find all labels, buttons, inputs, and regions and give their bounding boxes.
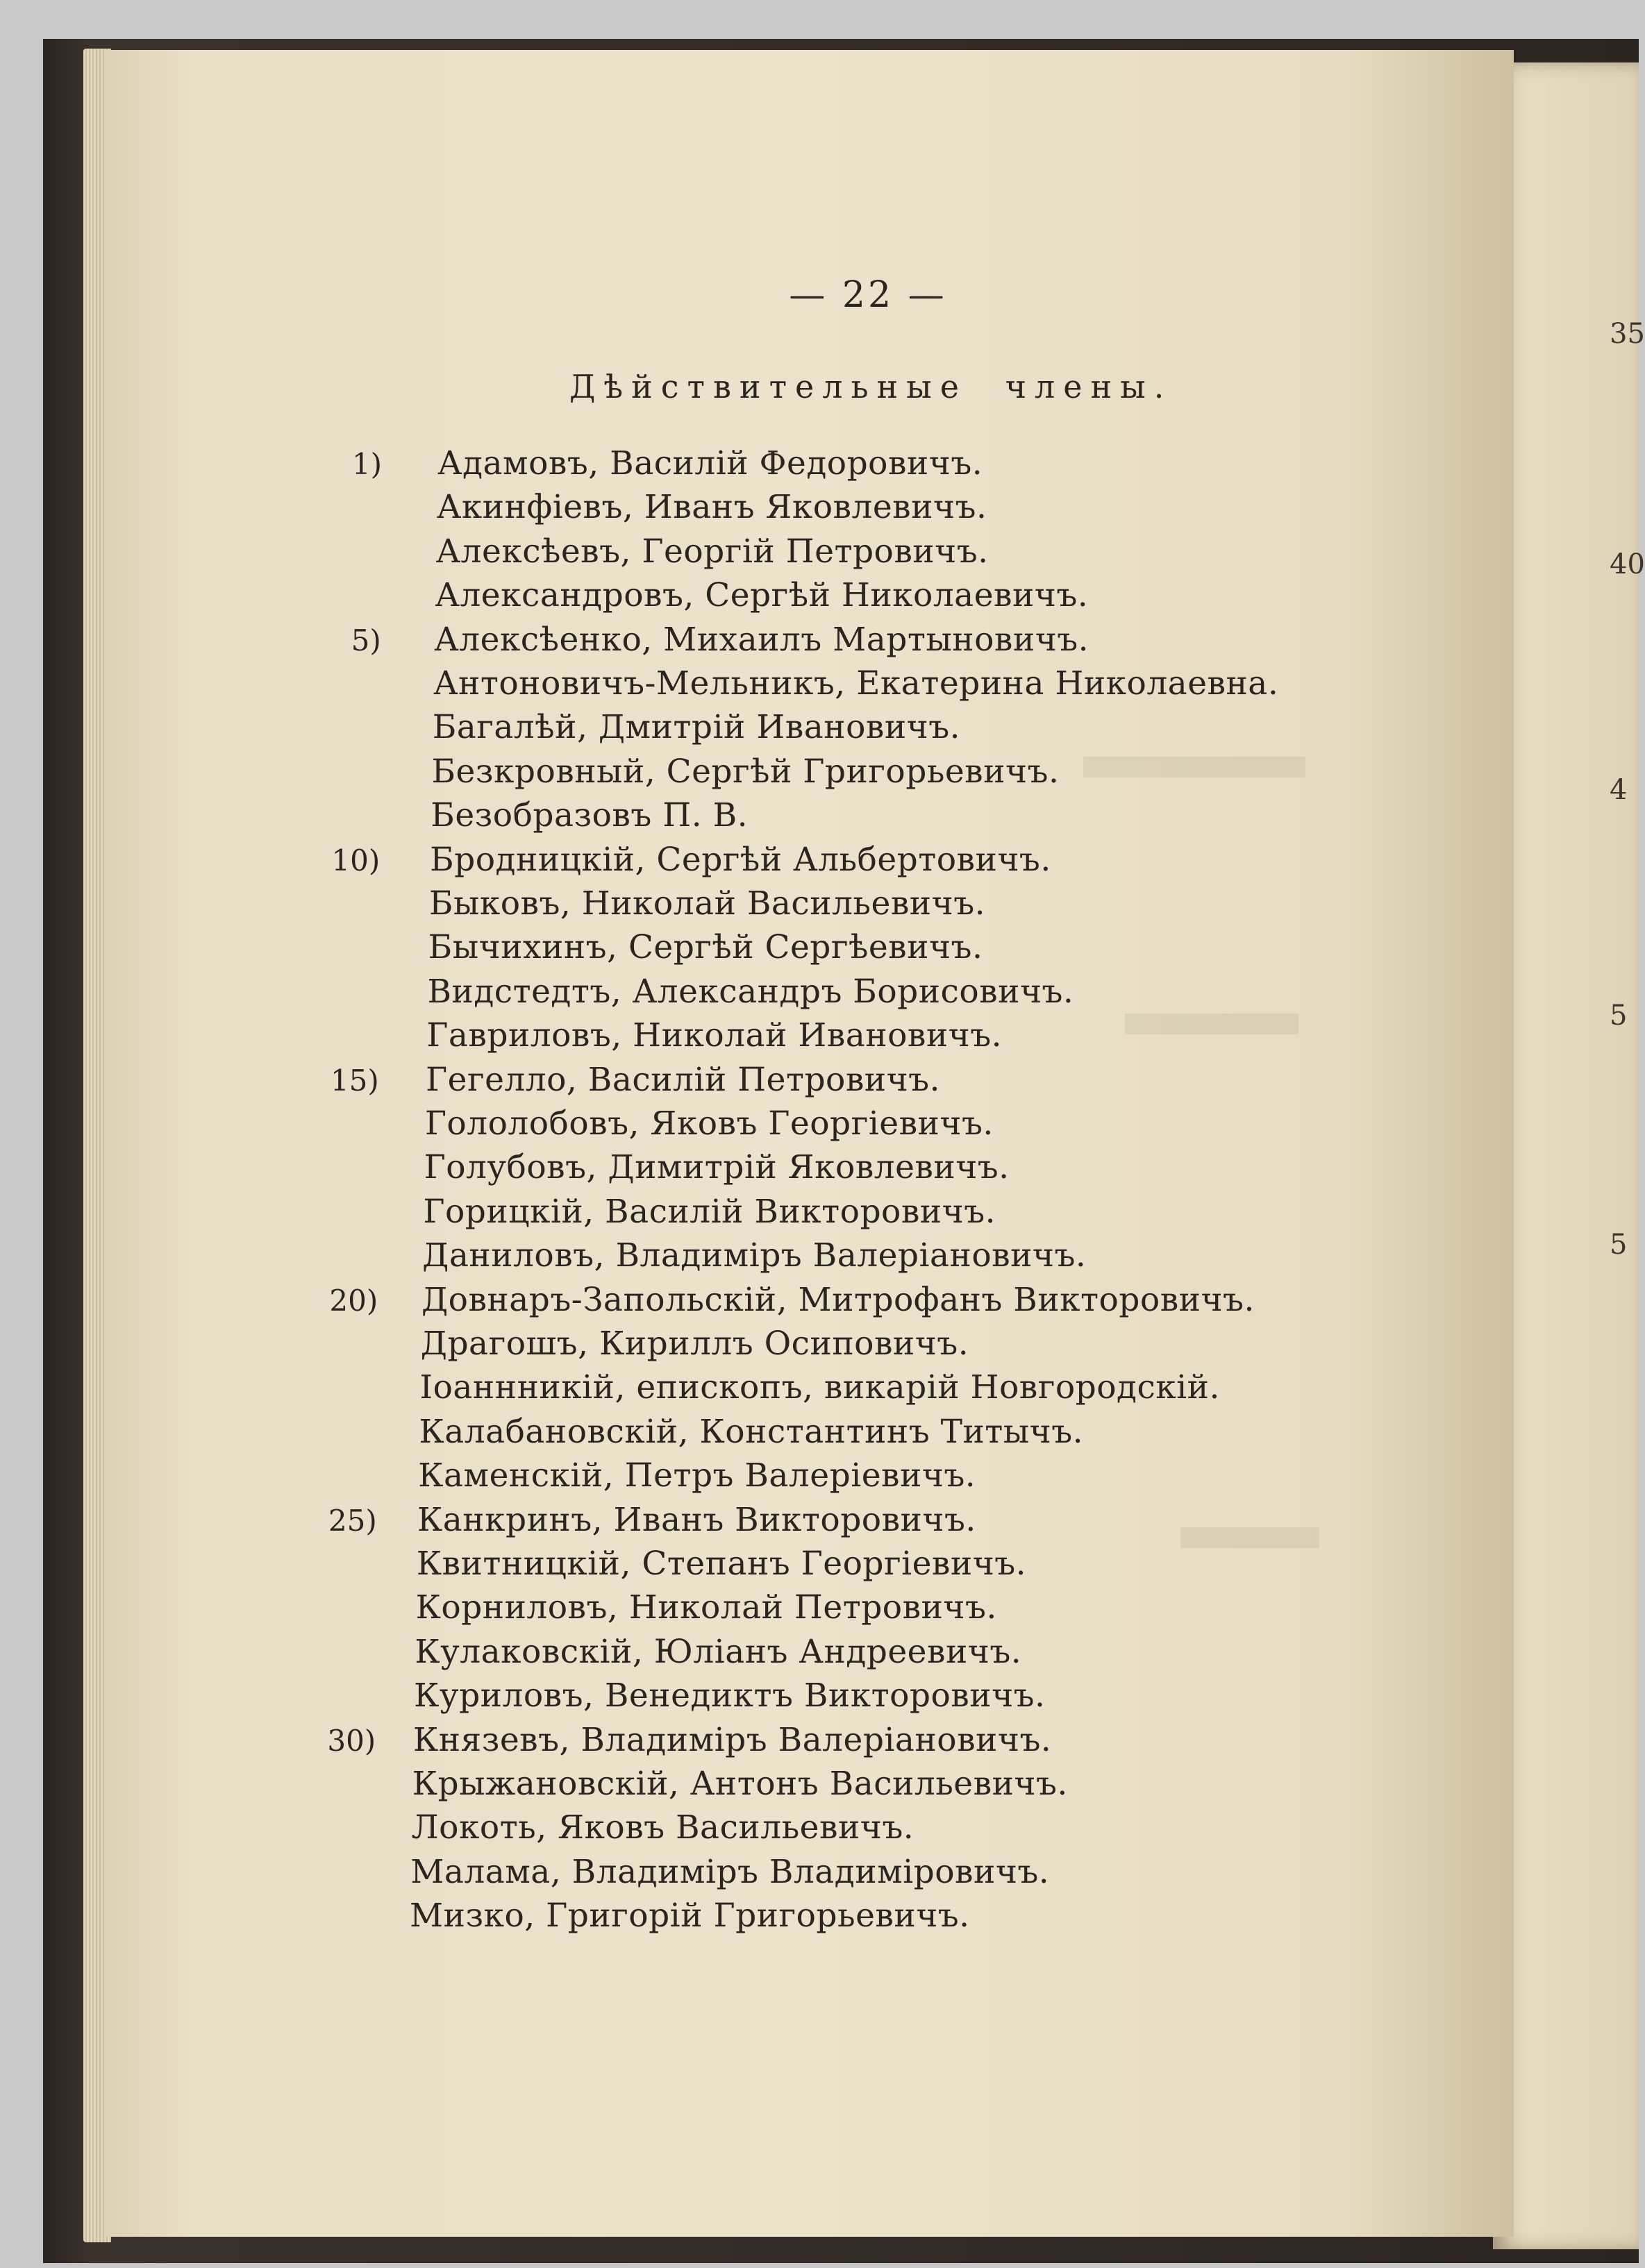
right-page-number: 5 <box>1610 1229 1628 1261</box>
member-name: Бычихинъ, Сергѣй Сергѣевичъ. <box>428 928 983 967</box>
member-number: 15) <box>330 1063 379 1098</box>
member-name: Каменскій, Петръ Валеріевичъ. <box>418 1456 976 1495</box>
right-page-number: 40 <box>1610 548 1645 580</box>
member-name: Горицкій, Василій Викторовичъ. <box>423 1192 996 1231</box>
member-name: Быковъ, Николай Васильевичъ. <box>428 884 986 923</box>
member-name: Безобразовъ П. В. <box>431 796 749 835</box>
member-name: Гололобовъ, Яковъ Георгіевичъ. <box>424 1104 994 1143</box>
member-name: Квитницкій, Степанъ Георгіевичъ. <box>416 1545 1027 1583</box>
member-name: Куриловъ, Венедиктъ Викторовичъ. <box>414 1677 1046 1715</box>
member-number: 5) <box>351 623 381 657</box>
right-page-number: 35 <box>1610 318 1645 350</box>
member-name: Гавриловъ, Николай Ивановичъ. <box>426 1016 1003 1055</box>
member-name: Алексѣевъ, Георгій Петровичъ. <box>435 532 989 571</box>
member-name: Канкринъ, Иванъ Викторовичъ. <box>417 1500 976 1539</box>
member-number: 30) <box>327 1723 376 1758</box>
member-name: Видстедтъ, Александръ Борисовичъ. <box>427 972 1074 1011</box>
section-heading: Дѣйствительные члены. <box>569 368 1173 405</box>
member-name: Гегелло, Василій Петровичъ. <box>426 1060 941 1099</box>
member-number: 1) <box>351 447 382 481</box>
member-name: Кулаковскій, Юліанъ Андреевичъ. <box>415 1632 1022 1671</box>
member-name: Даниловъ, Владиміръ Валеріановичъ. <box>422 1236 1087 1275</box>
member-name: Адамовъ, Василій Федоровичъ. <box>437 444 983 482</box>
member-name: Іоаннникій, епископъ, викарій Новгородскій. <box>419 1368 1220 1407</box>
member-name: Калабановскій, Константинъ Титычъ. <box>419 1412 1084 1451</box>
member-name: Князевъ, Владиміръ Валеріановичъ. <box>412 1720 1052 1759</box>
member-name: Мизко, Григорій Григорьевичъ. <box>410 1897 970 1935</box>
member-name: Корниловъ, Николай Петровичъ. <box>415 1588 997 1627</box>
member-name: Александровъ, Сергѣй Николаевичъ. <box>435 576 1089 615</box>
member-name: Акинфіевъ, Иванъ Яковлевичъ. <box>436 488 987 527</box>
member-name: Багалѣй, Дмитрій Ивановичъ. <box>432 708 961 747</box>
member-name: Голубовъ, Димитрій Яковлевичъ. <box>424 1148 1010 1187</box>
member-number: 25) <box>328 1503 377 1538</box>
member-name: Бродницкій, Сергѣй Альбертовичъ. <box>430 840 1051 879</box>
member-name: Довнаръ-Запольскій, Митрофанъ Викторовичъ. <box>421 1280 1255 1319</box>
member-name: Крыжановскій, Антонъ Васильевичъ. <box>412 1765 1068 1803</box>
page-number: — 22 — <box>789 274 947 316</box>
member-name: Локоть, Яковъ Васильевичъ. <box>411 1808 915 1847</box>
member-number: 20) <box>329 1283 378 1318</box>
member-name: Малама, Владиміръ Владиміровичъ. <box>410 1852 1050 1891</box>
right-page-number: 4 <box>1610 774 1628 806</box>
member-name: Безкровный, Сергѣй Григорьевичъ. <box>431 752 1060 791</box>
member-name: Антоновичъ-Мельникъ, Екатерина Николаевна. <box>433 664 1279 703</box>
member-name: Алексѣенко, Михаилъ Мартыновичъ. <box>434 620 1089 659</box>
member-name: Драгошъ, Кириллъ Осиповичъ. <box>420 1325 969 1363</box>
right-page-number: 5 <box>1610 1000 1628 1032</box>
member-number: 10) <box>331 843 381 877</box>
